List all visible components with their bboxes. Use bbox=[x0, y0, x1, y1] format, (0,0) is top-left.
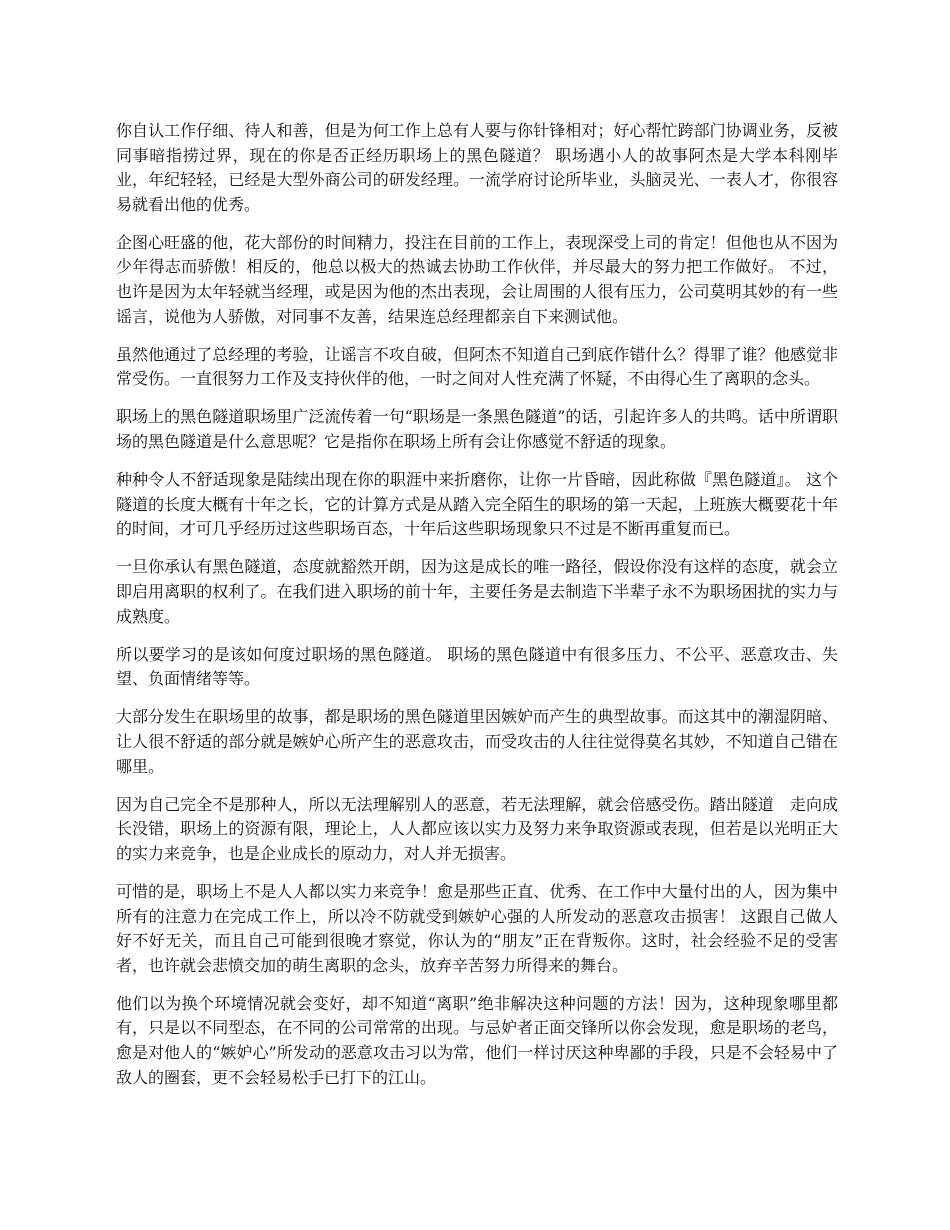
paragraph-10: 可惜的是，职场上不是人人都以实力来竞争！愈是那些正直、优秀、在工作中大量付出的人，因为集中所有的注意力在完成工作上，所以冷不防就受到嫉妒心强的人所发动的恶意攻击损害！ 这跟自己做人好不好无关，而且自己可能到很晚才察觉，你认为的“朋友”正在背叛你。这时，社会经验不足的受害者，也许就会悲愤交加的萌生离职的念头，放弃辛苦努力所得来的舞台。 bbox=[116, 881, 838, 975]
paragraph-5: 种种令人不舒适现象是陆续出现在你的职涯中来折磨你，让你一片昏暗，因此称做『黑色隧道』。 这个隧道的长度大概有十年之长，它的计算方式是从踏入完全陌生的职场的第一天起，上班族大概要花十年的时间，才可几乎经历过这些职场百态，十年后这些职场现象只不过是不断再重复而已。 bbox=[116, 470, 838, 539]
document-body bbox=[116, 119, 838, 1104]
paragraph-9: 因为自己完全不是那种人，所以无法理解别人的恶意，若无法理解，就会倍感受伤。踏出隧道 走向成长没错，职场上的资源有限，理论上，人人都应该以实力及努力来争取资源或表现，但若是以光明正大的实力来竞争，也是企业成长的原动力，对人并无损害。 bbox=[116, 794, 838, 863]
paragraph-6: 一旦你承认有黑色隧道，态度就豁然开朗，因为这是成长的唯一路径，假设你没有这样的态度，就会立即启用离职的权利了。在我们进入职场的前十年，主要任务是去制造下半辈子永不为职场困扰的实力与成熟度。 bbox=[116, 557, 838, 626]
paragraph-3: 虽然他通过了总经理的考验，让谣言不攻自破，但阿杰不知道自己到底作错什么？得罪了谁？他感觉非常受伤。一直很努力工作及支持伙伴的他，一时之间对人性充满了怀疑，不由得心生了离职的念头。 bbox=[116, 344, 838, 389]
paragraph-7: 所以要学习的是该如何度过职场的黑色隧道。 职场的黑色隧道中有很多压力、不公平、恶意攻击、失望、负面情绪等等。 bbox=[116, 644, 838, 689]
paragraph-2: 企图心旺盛的他，花大部份的时间精力，投注在目前的工作上，表现深受上司的肯定！但他也从不因为少年得志而骄傲！相反的，他总以极大的热诚去协助工作伙伴，并尽最大的努力把工作做好。 不过，也许是因为太年轻就当经理，或是因为他的杰出表现，会让周围的人很有压力，公司莫明其妙的有一些谣言，说他为人骄傲，对同事不友善，结果连总经理都亲自下来测试他。 bbox=[116, 232, 838, 326]
paragraph-8: 大部分发生在职场里的故事，都是职场的黑色隧道里因嫉妒而产生的典型故事。而这其中的潮湿阴暗、让人很不舒适的部分就是嫉妒心所产生的恶意攻击，而受攻击的人往往觉得莫名其妙，不知道自己错在哪里。 bbox=[116, 707, 838, 776]
paragraph-1: 你自认工作仔细、待人和善，但是为何工作上总有人要与你针锋相对；好心帮忙跨部门协调业务，反被同事暗指捞过界，现在的你是否正经历职场上的黑色隧道？ 职场遇小人的故事阿杰是大学本科刚毕业，年纪轻轻，已经是大型外商公司的研发经理。一流学府讨论所毕业，头脑灵光、一表人才，你很容易就看出他的优秀。 bbox=[116, 121, 838, 214]
paragraph-11: 他们以为换个环境情况就会变好，却不知道“离职”绝非解决这种问题的方法！因为，这种现象哪里都有，只是以不同型态，在不同的公司常常的出现。与忌妒者正面交锋所以你会发现，愈是职场的老鸟，愈是对他人的“嫉妒心”所发动的恶意攻击习以为常，他们一样讨厌这种卑鄙的手段，只是不会轻易中了敌人的圈套，更不会轻易松手已打下的江山。 bbox=[116, 993, 838, 1087]
paragraph-4: 职场上的黑色隧道职场里广泛流传着一句“职场是一条黑色隧道”的话，引起许多人的共鸣。话中所谓职场的黑色隧道是什么意思呢？它是指你在职场上所有会让你感觉不舒适的现象。 bbox=[116, 407, 838, 452]
